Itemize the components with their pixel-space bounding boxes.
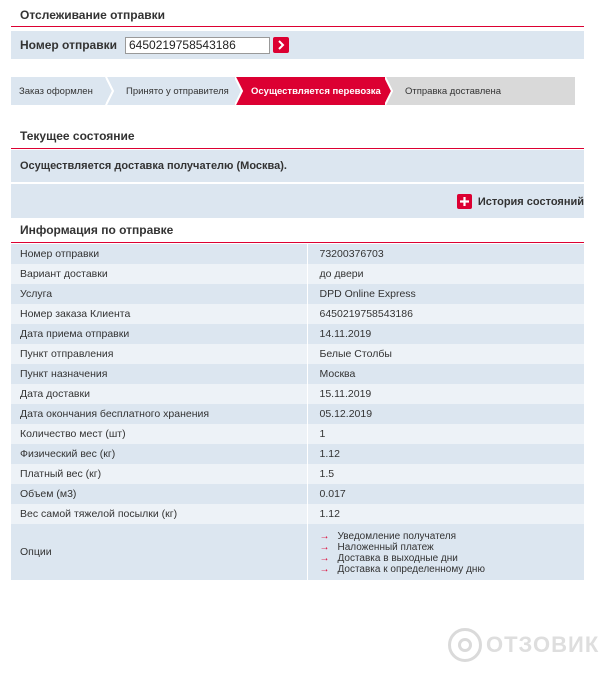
row-key: Дата приема отправки [11,324,307,344]
option-label: Наложенный платеж [337,542,434,553]
row-value: 6450219758543186 [319,308,413,320]
tracking-label: Номер отправки [20,38,117,52]
step-order-created [11,77,113,105]
row-key: Вариант доставки [11,264,307,284]
step-in-transit [235,77,395,105]
row-value: 14.11.2019 [319,328,372,340]
table-row [11,304,584,324]
info-table [11,244,584,580]
plus-icon [457,194,472,209]
table-row [11,484,584,504]
page-title: Отслеживание отправки [11,8,584,27]
options-row [11,524,584,580]
table-row [11,424,584,444]
row-value: 05.12.2019 [319,408,373,420]
progress-steps [11,77,575,105]
row-value: 1 [319,428,326,440]
list-item [320,564,585,575]
row-key: Услуга [11,284,307,304]
otzovik-logo-icon [448,628,482,662]
table-row [11,344,584,364]
row-value: 1.12 [319,448,340,460]
row-value: 15.11.2019 [319,388,372,400]
history-label: История состояний [477,195,584,208]
step-label: Принято у отправителя [126,85,229,97]
row-key: Пункт назначения [11,364,307,384]
list-item [320,531,585,542]
option-label: Доставка в выходные дни [337,553,458,564]
table-row [11,404,584,424]
step-label: Осуществляется перевозка [251,85,381,97]
arrow-right-icon: → [319,553,330,564]
table-row [11,464,584,484]
row-key: Пункт отправления [11,344,307,364]
chevron-right-icon [277,40,285,50]
step-accepted [106,77,249,105]
arrow-right-icon: → [319,542,330,553]
table-row [11,504,584,524]
table-row [11,244,584,264]
row-value: до двери [319,268,364,280]
list-item [320,553,585,564]
watermark-text: ОТЗОВИК [486,632,600,657]
history-box [11,184,584,218]
watermark [448,628,599,662]
row-value: Москва [319,368,356,380]
arrow-right-icon: → [319,564,330,575]
table-row [11,324,584,344]
row-key: Физический вес (кг) [11,444,307,464]
list-item [320,542,585,553]
row-key: Номер отправки [11,244,307,264]
table-row [11,444,584,464]
option-label: Доставка к определенному дню [337,564,485,575]
step-label: Заказ оформлен [19,85,93,97]
history-link[interactable] [457,194,584,209]
row-key: Платный вес (кг) [11,464,307,484]
row-key: Номер заказа Клиента [11,304,307,324]
step-label: Отправка доставлена [405,85,502,97]
options-list-cell [307,524,584,580]
row-key: Объем (м3) [11,484,307,504]
row-key: Вес самой тяжелой посылки (кг) [11,504,307,524]
options-list [320,529,585,575]
current-state-box [11,150,584,182]
row-value: 1.12 [319,508,340,520]
row-value: DPD Online Express [319,288,416,300]
step-delivered [385,77,575,105]
row-value: 0.017 [319,488,346,500]
table-row [11,284,584,304]
current-state-title: Текущее состояние [11,126,584,149]
table-row [11,264,584,284]
tracking-number-input[interactable]: 6450219758543186 [125,37,270,54]
arrow-right-icon: → [319,531,330,542]
option-label: Уведомление получателя [337,531,457,542]
tracking-form [11,31,584,59]
current-state-text: Осуществляется доставка получателю (Москва). [20,160,287,172]
row-value: Белые Столбы [319,348,392,360]
options-label: Опции [11,524,307,580]
row-value: 1.5 [319,468,335,480]
table-row [11,364,584,384]
table-row [11,384,584,404]
row-key: Дата окончания бесплатного хранения [11,404,307,424]
row-value: 73200376703 [319,248,384,260]
row-key: Количество мест (шт) [11,424,307,444]
info-title: Информация по отправке [11,220,584,243]
track-submit-button[interactable] [273,37,289,53]
row-key: Дата доставки [11,384,307,404]
